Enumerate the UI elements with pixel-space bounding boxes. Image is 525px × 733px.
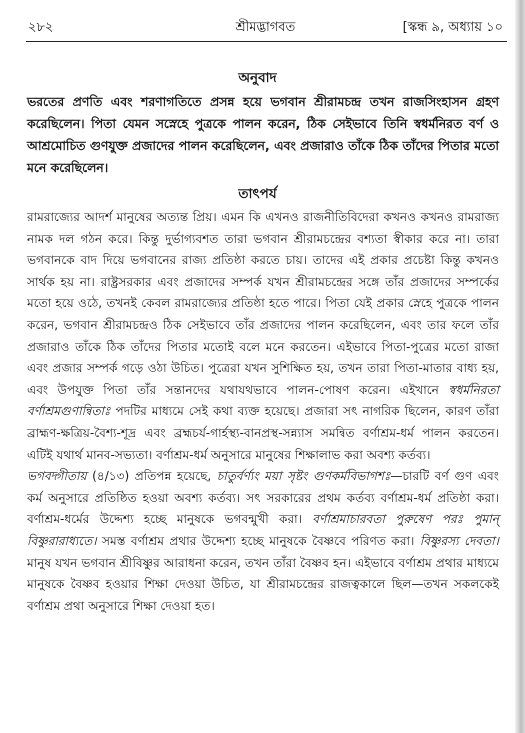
page-binding-shadow [515, 0, 525, 733]
purport-text-segment: পদটির মাধ্যমে সেই কথা ব্যক্ত হয়েছে। প্রজারা সৎ নাগরিক ছিলেন, কারণ তাঁরা ব্রাহ্মণ-ক্ষত্রিয়-বৈশ্য-শূদ্র এবং ব্রহ্মচর্য-গার্হস্থ্য-বানপ্রস্থ-সন্ন্যাস সমন্বিত বর্ণাশ্রম-ধর্ম পালন করতেন। এটিই যথার্থ মানব-সভ্যতা। বর্ণাশ্রম-ধর্ম অনুসারে মানুষের শিক্ষালাভ করা অবশ্য কর্তব্য। [27, 404, 499, 462]
purport-text-segment: রামরাজ্যের আদর্শ মানুষের অত্যন্ত প্রিয়। এমন কি এখনও রাজনীতিবিদেরা কখনও কখনও রামরাজ্য নামক দল গঠন করে। কিন্তু দুর্ভাগ্যবশত তারা ভগবান শ্রীরামচন্দ্রের বশ্যতা স্বীকার করে না। তারা ভগবানকে বাদ দিয়ে ভগবানের রাজ্য প্রতিষ্ঠা করতে চায়। তাদের এই প্রকার প্রচেষ্টা কিন্তু কখনও সার্থক হয় না। রাষ্ট্রসরকার এবং প্রজাদের সম্পর্ক যখন শ্রীরামচন্দ্রের সঙ্গে তাঁর প্রজাদের সম্পর্কের মতো হয়ে ওঠে, তখনই কেবল রামরাজ্যের প্রতিষ্ঠা হতে পারে। পিতা যেই প্রকার স্নেহে পুত্রকে পালন করেন, ভগবান শ্রীরামচন্দ্রও ঠিক সেইভাবে তাঁর প্রজাদের পালন করেছিলেন, এবং তার ফলে তাঁর প্রজারাও তাঁকে ঠিক তাঁদের পিতার মতোই বলে মনে করতেন। এইভাবে পিতা-পুত্রের মতো রাজা এবং প্রজার সম্পর্ক গড়ে ওঠা উচিত। পুত্রেরা যখন সুশিক্ষিত হয়, তখন তারা পিতা-মাতার বাধ্য হয়, এবং উপযুক্ত পিতা তাঁর সন্তানদের যথাযথভাবে পালন-পোষণ করেন। এইখানে [27, 210, 499, 397]
purport-paragraph-2 [27, 466, 499, 617]
purport-heading: তাৎপর্য [238, 186, 277, 202]
sanskrit-quote: স্বধর্মনিরতা বর্ণাশ্রমগুণান্বিতাঃ [27, 382, 499, 419]
sanskrit-quote: বিষ্ণুরস্য দেবতা। [419, 533, 499, 548]
canto-chapter-label: [স্কন্ধ ৯, অধ্যায় ১০ [402, 20, 503, 35]
purport-text-segment: (৪/১৩) প্রতিপন্ন হয়েছে, [92, 469, 212, 484]
purport-text-segment: চারটি বর্ণ গুণ এবং কর্ম অনুসারে প্রতিষ্ঠিত হওয়া অবশ্য কর্তব্য। সৎ সরকারের প্রথম কর্তব্য বর্ণাশ্রম-ধর্ম প্রতিষ্ঠা করা। বর্ণাশ্রম-ধর্মের উদ্দেশ্য হচ্ছে মানুষকে ভগবন্মুখী করা। [27, 469, 499, 527]
book-title: শ্রীমদ্ভাগবত [235, 20, 296, 35]
purport-text-segment: সমস্ত বর্ণাশ্রম প্রথার উদ্দেশ্য হচ্ছে মানুষকে বৈষ্ণবে পরিণত করা। [102, 533, 415, 548]
sanskrit-quote: চাতুর্বর্ণ্যং ময়া সৃষ্টং গুণকর্মবিভাগশঃ— [216, 469, 403, 484]
translation-paragraph: ভরতের প্রণতি এবং শরণাগতিতে প্রসন্ন হয়ে ভগবান শ্রীরামচন্দ্র তখন রাজসিংহাসন গ্রহণ করেছিলেন। পিতা যেমন সস্নেহে পুত্রকে পালন করেন, ঠিক সেইভাবে তিনি স্বধর্মনিরত বর্ণ ও আশ্রমোচিত গুণযুক্ত প্রজাদের পালন করেছিলেন, এবং প্রজারাও তাঁকে ঠিক তাঁদের পিতার মতো মনে করেছিলেন। [27, 94, 499, 175]
page-number: ২৮২ [28, 20, 54, 35]
translation-heading: অনুবাদ [238, 70, 277, 86]
translation-text [27, 91, 499, 179]
sanskrit-quote: বর্ণাশ্রমাচারবতা পুরুষেণ পরঃ পুমান্ বিষ্ণুরারাধ্যতে। [27, 512, 499, 548]
running-header [28, 14, 503, 40]
purport-text-segment: মানুষ যখন ভগবান শ্রীবিষ্ণুর আরাধনা করেন, তখন তাঁরা বৈষ্ণব হন। এইভাবে বর্ণাশ্রম প্রথার মাধ্যমে মানুষকে বৈষ্ণব হওয়ার শিক্ষা দেওয়া উচিত, যা শ্রীরামচন্দ্রের রাজত্বকালে ছিল—তখন সকলকেই বর্ণাশ্রম প্রথা অনুসারে শিক্ষা দেওয়া হত। [27, 555, 499, 613]
purport-paragraph-1 [27, 207, 499, 466]
book-reference: ভগবদ্গীতায় [27, 469, 87, 484]
purport-text [27, 207, 499, 617]
header-rule [26, 41, 507, 42]
